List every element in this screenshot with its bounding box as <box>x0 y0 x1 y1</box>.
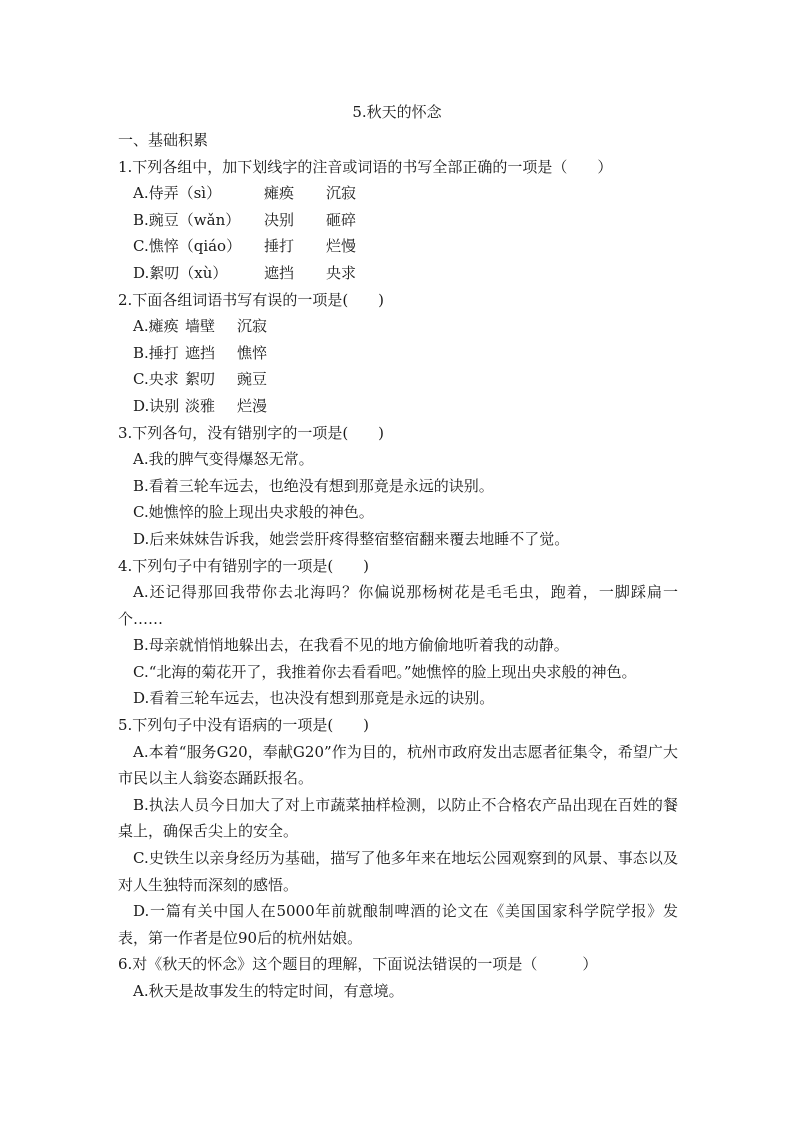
question-1-option-c: C.憔悴（qiáo） 捶打 烂慢 <box>133 237 357 256</box>
question-5-option-a: A.本着“服务G20，奉献G20”作为目的，杭州市政府发出志愿者征集令，希望广大市民以主人翁姿态踊跃报名。 <box>118 742 678 788</box>
question-3-stem: 3.下列各句，没有错别字的一项是( ) <box>118 423 385 442</box>
question-3-option-c: C.她憔悴的脸上现出央求般的神色。 <box>133 503 374 522</box>
question-2-option-c: C.央求 絮叨 豌豆 <box>133 370 268 389</box>
question-4-option-a: A.还记得那回我带你去北海吗？你偏说那杨树花是毛毛虫，跑着，一脚踩扁一个…… <box>118 583 678 628</box>
exercise-content <box>118 127 678 1005</box>
question-3-option-a: A.我的脾气变得爆怒无常。 <box>133 450 314 469</box>
question-3-option-b: B.看着三轮车远去，也绝没有想到那竟是永远的诀别。 <box>133 476 494 495</box>
question-2-option-a: A.瘫痪 墙壁 沉寂 <box>133 317 268 336</box>
section-heading: 一、基础积累 <box>118 131 209 149</box>
question-6-stem: 6.对《秋天的怀念》这个题目的理解，下面说法错误的一项是（ ） <box>118 955 598 974</box>
question-5-option-d: D.一篇有关中国人在5000年前就酿制啤酒的论文在《美国国家科学院学报》发表，第一作者是位90后的杭州姑娘。 <box>118 902 678 947</box>
question-1-stem: 1.下列各组中，加下划线字的注音或词语的书写全部正确的一项是（ ） <box>118 157 613 176</box>
question-4-option-b: B.母亲就悄悄地躲出去，在我看不见的地方偷偷地听着我的动静。 <box>133 636 569 655</box>
question-5-option-b: B.执法人员今日加大了对上市蔬菜抽样检测，以防止不合格农产品出现在百姓的餐桌上，确保舌尖上的安全。 <box>118 795 678 841</box>
question-1-option-b: B.豌豆（wǎn） 决别 砸碎 <box>133 210 357 229</box>
question-2-option-b: B.捶打 遮挡 憔悴 <box>133 343 268 362</box>
question-1-option-d: D.絮叨（xù） 遮挡 央求 <box>133 263 357 282</box>
question-5-stem: 5.下列句子中没有语病的一项是( ) <box>118 716 370 735</box>
page-title: 5.秋天的怀念 <box>352 103 442 121</box>
question-4-stem: 4.下列句子中有错别字的一项是( ) <box>118 556 370 575</box>
question-1-option-a: A.侍弄（sì） 瘫痪 沉寂 <box>133 184 357 203</box>
question-4-option-d: D.看着三轮车远去，也决没有想到那竟是永远的诀别。 <box>133 689 495 708</box>
question-3-option-d: D.后来妹妹告诉我，她尝尝肝疼得整宿整宿翻来覆去地睡不了觉。 <box>133 529 570 548</box>
question-2-option-d: D.诀别 淡雅 烂漫 <box>133 396 268 415</box>
question-4-option-c: C.“北海的菊花开了，我推着你去看看吧。”她憔悴的脸上现出央求般的神色。 <box>133 662 637 681</box>
question-6-option-a: A.秋天是故事发生的特定时间，有意境。 <box>133 982 404 1000</box>
question-5-option-c: C.史铁生以亲身经历为基础，描写了他多年来在地坛公园观察到的风景、事态以及对人生独特而深刻的感悟。 <box>118 849 678 894</box>
question-2-stem: 2.下面各组词语书写有误的一项是( ) <box>118 290 385 309</box>
